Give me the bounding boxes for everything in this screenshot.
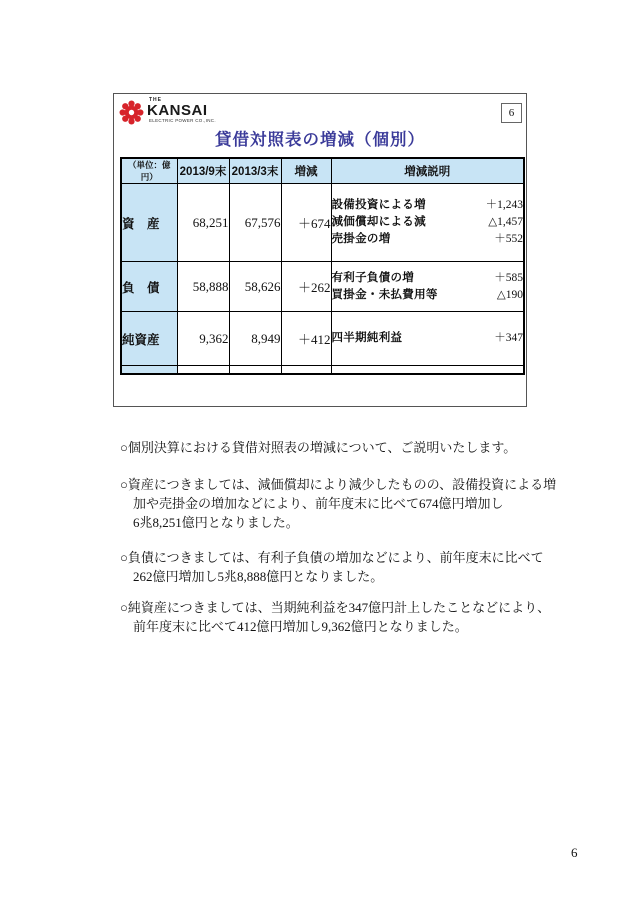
note-amount: ＋1,243 <box>485 199 523 211</box>
note-line <box>332 214 524 231</box>
value-2013-9: 68,251 <box>177 184 229 262</box>
value-diff: ＋412 <box>281 312 331 366</box>
slide-title: 貸借対照表の増減（個別） <box>215 131 425 149</box>
value-2013-3: 67,576 <box>229 184 281 262</box>
logo-name: KANSAI <box>147 102 208 119</box>
paragraph-assets <box>120 475 557 532</box>
logo-subtitle: ELECTRIC POWER CO.,INC. <box>149 118 216 123</box>
value-2013-9: 9,362 <box>177 312 229 366</box>
paragraph-line: ○負債につきましては、有利子負債の増加などにより、前年度末に比べて <box>120 550 544 565</box>
explanation-cell <box>331 184 524 262</box>
row-label: 純資産 <box>121 312 177 366</box>
row-label: 資 産 <box>121 184 177 262</box>
kansai-logo <box>119 98 216 125</box>
note-text: 四半期純利益 <box>331 332 403 344</box>
explanation-cell <box>331 312 524 366</box>
note-amount: ＋552 <box>494 233 523 245</box>
paragraph-line: ○資産につきましては、減価償却により減少したものの、設備投資による増 <box>120 477 557 492</box>
paragraph-line: 前年度末に比べて412億円増加し9,362億円となりました。 <box>133 619 468 634</box>
table-row-liabilities <box>121 262 524 312</box>
col-header-2013-9: 2013/9末 <box>177 158 229 184</box>
value-diff: ＋674 <box>281 184 331 262</box>
slide-frame <box>113 93 527 407</box>
spacer-cell <box>331 366 524 374</box>
row-label: 負 債 <box>121 262 177 312</box>
kansai-gear-icon <box>119 100 144 125</box>
value-diff: ＋262 <box>281 262 331 312</box>
paragraph-line: 加や売掛金の増加などにより、前年度末に比べて674億円増加し <box>133 496 504 511</box>
spacer-cell <box>177 366 229 374</box>
paragraph-liabilities <box>120 548 550 586</box>
paragraph-line: ○個別決算における貸借対照表の増減について、ご説明いたします。 <box>120 440 517 455</box>
note-line <box>332 270 524 287</box>
paragraph-net-assets <box>120 598 550 636</box>
note-line <box>332 197 524 214</box>
balance-sheet-table <box>120 157 525 375</box>
col-header-2013-3: 2013/3末 <box>229 158 281 184</box>
table-header-row <box>121 158 524 184</box>
explanation-cell <box>331 262 524 312</box>
paragraph-line: 6兆8,251億円となりました。 <box>133 515 299 530</box>
paragraph-line: ○純資産につきましては、当期純利益を347億円計上したことなどにより、 <box>120 600 551 615</box>
unit-header-cell: （単位：億円） <box>121 158 177 184</box>
page-number: 6 <box>571 845 578 860</box>
col-header-diff: 増減 <box>281 158 331 184</box>
note-amount: △1,457 <box>488 216 523 228</box>
table-spacer-row <box>121 366 524 374</box>
table-row-net-assets <box>121 312 524 366</box>
value-2013-9: 58,888 <box>177 262 229 312</box>
note-line <box>332 287 524 304</box>
note-amount: ＋347 <box>494 332 523 344</box>
note-text: 有利子負債の増 <box>331 271 415 284</box>
spacer-label-cell <box>121 366 177 374</box>
kansai-logo-text <box>147 98 216 124</box>
paragraph-line: 262億円増加し5兆8,888億円となりました。 <box>133 569 384 584</box>
note-amount: ＋585 <box>494 271 523 284</box>
note-text: 買掛金・未払費用等 <box>331 288 438 301</box>
note-line <box>332 330 524 347</box>
note-text: 減価償却による減 <box>331 216 426 228</box>
value-2013-3: 8,949 <box>229 312 281 366</box>
note-amount: △190 <box>496 288 523 301</box>
note-text: 設備投資による増 <box>331 199 426 211</box>
table-row-assets <box>121 184 524 262</box>
value-2013-3: 58,626 <box>229 262 281 312</box>
slide-number-box: 6 <box>501 103 522 123</box>
note-line <box>332 231 524 248</box>
note-text: 売掛金の増 <box>331 233 391 245</box>
paragraph-intro <box>120 438 550 457</box>
spacer-cell <box>229 366 281 374</box>
col-header-explanation: 増減説明 <box>331 158 524 184</box>
logo-the: THE <box>149 97 162 103</box>
spacer-cell <box>281 366 331 374</box>
